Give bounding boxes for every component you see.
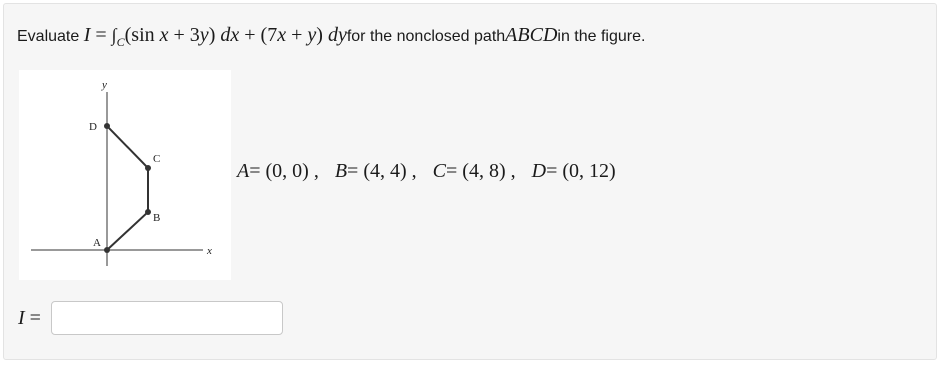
answer-input[interactable] — [51, 301, 283, 335]
question-text — [17, 24, 645, 50]
point-a-dot — [104, 247, 110, 253]
point-b: B = (4, 4) , — [334, 160, 417, 182]
question-panel — [3, 3, 937, 360]
label-a: A — [93, 237, 101, 249]
axis-y-label: y — [102, 79, 107, 91]
answer-label: I = — [18, 306, 41, 329]
axis-x-label: x — [207, 245, 212, 257]
question-prefix: Evaluate — [17, 28, 80, 45]
answer-row — [18, 300, 283, 336]
path-name: ABCD — [505, 24, 558, 46]
question-suffix: for the nonclosed path — [346, 28, 506, 45]
question-formula: $I = \int_C(\sin$ x + 3y) dx + (7x + y) dy — [83, 24, 347, 49]
point-a: A = (0, 0) , — [237, 160, 319, 182]
point-d-dot — [104, 123, 110, 129]
label-d: D — [89, 121, 97, 133]
point-c: C = (4, 8) , — [432, 160, 516, 182]
point-coordinates — [237, 160, 616, 183]
label-c: C — [153, 153, 161, 165]
point-d: D = (0, 12) — [531, 160, 616, 182]
path-figure-svg — [19, 70, 231, 280]
point-b-dot — [145, 209, 151, 215]
question-suffix-2: in the figure. — [557, 28, 646, 45]
label-b: B — [153, 212, 161, 224]
path-abcd — [107, 126, 148, 250]
path-figure — [19, 70, 231, 280]
point-c-dot — [145, 165, 151, 171]
